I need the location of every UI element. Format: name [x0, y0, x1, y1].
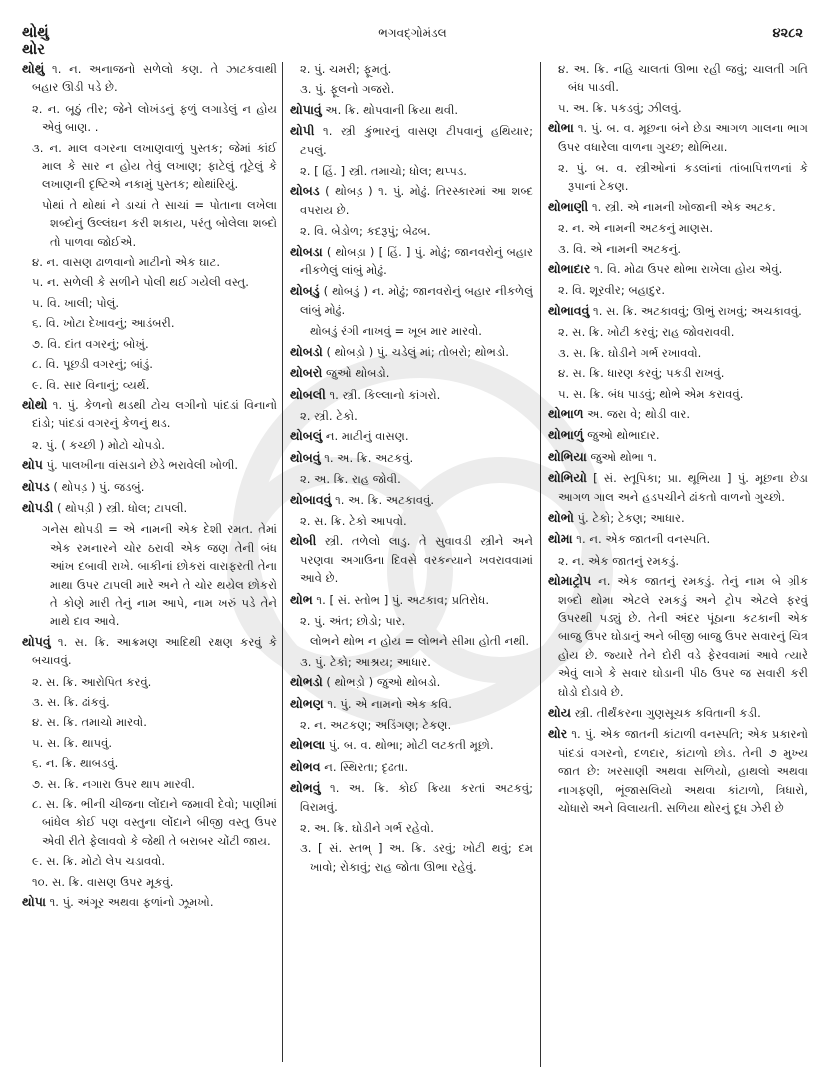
page-header: [0, 0, 825, 60]
definition-text: ૧. સ. ક્રિ. અટકાવવું; ઊભું રાખવું; અચકાવવું.: [593, 303, 802, 318]
definition-text: ૧. પું. એક જાતની કાંટાળી વનસ્પતિ; એક પ્રકારનો પાંદડાં વગરનો, દળદાર, કાંટાળો છોડ. તેની ૭ મુખ્ય જાત છે: ખરસાણી અથવા સળિયો, હાથલો અથવા નાગફણી, ભૂંજાસલિયો અથવા કાંટાળો, ત્રિધારો, ચોધારો અને વિલાયતી. સળિયા થોરનું દૂધ ઝેરી છે: [558, 727, 808, 816]
headword: થોભાળ: [548, 405, 584, 421]
definition-text: પું. બ. વ. થોભા; મોટી લટકતી મૂછો.: [328, 738, 494, 753]
dictionary-entry: [548, 509, 808, 527]
sense-definition: ૫. વિ. ખાલી; પોલું.: [32, 295, 120, 310]
sense-definition: ૫. સ. ક્રિ. બંધ પાડવું; થોભે એમ કરાવવું.: [558, 386, 744, 401]
definition-text: ૧. પું. એ નામનો એક કવિ.: [327, 696, 452, 711]
headword: થોભિયા: [548, 448, 587, 464]
definition-text: ૧. પું. બ. વ. મૂછના બંને છેડા આગળ ગાલના ભાગ ઉપર વધારેલા વાળના ગુચ્છ; થોભિયા.: [558, 121, 808, 154]
guide-word-top: થોથું: [22, 23, 49, 41]
dictionary-entry: [290, 695, 533, 713]
headword: થોબડા: [290, 243, 323, 259]
definition-text: ૧. [ સં. સ્તોભ ] પું. અટકાવ; પ્રતિરોધ.: [316, 592, 490, 607]
sense-definition: ૨. ન. બૂઠું તીર; જેને લોખંડનું ફળું લગાડેલું ન હોય એવું બાણ. .: [32, 101, 277, 135]
headword: થોબવું: [290, 449, 321, 465]
definition-text: ૧. પું. અંગૂર અથવા ફળાંનો ઝૂમખો.: [49, 895, 214, 910]
dictionary-entry: [290, 449, 533, 467]
headword: થોભવ: [290, 758, 321, 774]
definition-text: ( થોપડ઼ ) પું. જડબું.: [53, 479, 145, 494]
dictionary-entry: [290, 736, 533, 754]
dictionary-entry: [548, 119, 808, 156]
sense-definition: ૨. [ હિં. ] સ્ત્રી. તમાચો; ધોલ; થપ્પડ.: [300, 164, 467, 179]
definition-text: ૧. વિ. મોઢા ઉપર થોભા રાખેલા હોય એવું.: [593, 262, 783, 277]
dictionary-entry: [290, 532, 533, 587]
sense-definition: ૩. સ. ક્રિ. ઘોડીને ગર્ભ રખાવવો.: [558, 345, 702, 360]
definition-text: અ. જરા વે; થોડી વાર.: [587, 406, 691, 421]
dictionary-entry: [548, 302, 808, 320]
dictionary-entry: [22, 893, 277, 911]
sense-definition: ૯. વિ. સાર વિનાનું; વ્યર્થ.: [32, 377, 150, 392]
sense-definition: ૪. અ. ક્રિ. નહિ ચાલતાં ઊભા રહી જવું; ચાલતી ગતિ બંધ પાડવી.: [558, 62, 808, 95]
sense-definition: ૨. ન. એક જાતનું રમકડું.: [558, 553, 680, 568]
headword: થોબલું: [290, 428, 323, 444]
dictionary-entry: [548, 469, 808, 506]
dictionary-entry: [22, 633, 277, 670]
sense-definition: ૩. [ સં. સ્તભ્ ] અ. ક્રિ. ડરવું; ખોટી થવું; દમ ખાવો; રોકાવું; રાહ જોતા ઊભા રહેવું.: [300, 841, 533, 874]
dictionary-entry: [290, 491, 533, 509]
definition-text: ૧. ન. અનાજનો સળેલો કણ. તે ઝાટકવાથી બહાર ઊડી પડે છે.: [32, 62, 277, 95]
headword: થોબરો: [290, 365, 323, 381]
sense-definition: ૩. ન. માલ વગરના લખાણવાળું પુસ્તક; જેમાં કાંઈ માલ કે સાર ન હોય તેવું લખાણ; ફાટેલું તૂટેલું કે લખાણની દૃષ્ટિએ નકામું પુસ્તક; થોથાંરિયું.: [32, 140, 277, 192]
dictionary-entry: [290, 386, 533, 404]
headword: થોબલી: [290, 386, 326, 402]
column-divider: [540, 62, 541, 1067]
headword: થોભાણી: [548, 198, 589, 214]
dictionary-entry: [548, 572, 808, 701]
dictionary-entry: [290, 243, 533, 280]
definition-text: ૧. અ. ક્રિ. અટકવું.: [324, 450, 414, 465]
idiom-example: પોથાં તે થોથાં ને ડાચાં તે સાચાં = પોતાના લખેલા શબ્દોનું ઉલ્લંઘન કરી શકાય, પરંતુ બોલેલા શબ્દો તો પાળવા જોઈએ.: [42, 197, 277, 249]
dictionary-entry: [290, 364, 533, 382]
dictionary-entry: [22, 499, 277, 517]
sense-definition: ૯. સ. ક્રિ. મોટો લેપ ચડાવવો.: [32, 854, 166, 869]
dictionary-entry: [548, 260, 808, 278]
definition-text: ( થોબડ઼ ) ૧. પું. મોઢું. તિરસ્કારમાં આ શબ્દ વપરાય છે.: [300, 184, 533, 217]
dictionary-entry: [548, 198, 808, 216]
definition-text: ( થોપડ઼ી ) સ્ત્રી. ધોલ; ટાપલી.: [56, 500, 188, 515]
headword: થોભાળું: [548, 427, 584, 443]
sense-definition: ૬. વિ. ખોટા દેખાવનું; આડંબરી.: [32, 316, 175, 331]
sense-definition: ૨. વિ. શૂરવીર; બહાદુર.: [558, 283, 666, 298]
dictionary-entry: [22, 60, 277, 97]
headword: થોપ: [22, 457, 43, 473]
sense-definition: ૭. સ. ક્રિ. નગારા ઉપર થાપ મારવી.: [32, 776, 195, 791]
definition-text: ન. એક જાતનું રમકડું. તેનું નામ બે ગ્રીક શબ્દો થોમા એટલે રમકડું અને ટ્રોપ એટલે ફરવું ઉપરથી પડ્યું છે. તેની અંદર પૂંઠાના કટકાની એક બાજુ ઉપર ઘોડાનું અને બીજી બાજુ ઉપર સવારનું ચિત્ર હોય છે. જ્યારે તેને દોરી વડે ફેરવવામાં આવે ત્યારે એવું લાગે કે સવાર ઘોડાની પીઠ ઉપર જ સવારી કરી ઘોડો દોડાવે છે.: [558, 574, 808, 699]
sense-definition: ૨. સ. ક્રિ. ખોટી કરવું; રાહ જોવરાવવી.: [558, 325, 735, 340]
definition-text: ૧. અ. ક્રિ. કોઈ ક્રિયા કરતાં અટકવું; વિરામવું.: [300, 781, 533, 814]
headword: થોપાવું: [290, 101, 322, 117]
definition-text: સ્ત્રી. તીર્થંકરના ગુણસૂચક કવિતાની કડી.: [574, 706, 761, 720]
dictionary-entry: [548, 405, 808, 423]
sense-definition: ૨. અ. ક્રિ. ઘોડીને ગર્ભ રહેવો.: [300, 821, 434, 836]
sense-definition: ૨. પું. બ. વ. સ્ત્રીઓનાં કડલાંનાં તાંબાપિત્તળનાં કે રૂપાનાં ટેકણ.: [558, 161, 808, 194]
dictionary-entry: [22, 478, 277, 496]
sense-definition: ૩. પું. ફૂલનો ગજરો.: [300, 82, 395, 97]
page-number: ૪૨૮૨: [772, 26, 803, 41]
sense-definition: ૨. અ. ક્રિ. રાહ જોવી.: [300, 472, 401, 487]
definition-text: ( થોભડ઼ો ) જુઓ થોબડો.: [326, 675, 441, 690]
sense-definition: ૨. ન. એ નામની અટકનું માણસ.: [558, 221, 714, 236]
sense-definition: ૪. સ. ક્રિ. તમાચો મારવો.: [32, 715, 147, 730]
sense-definition: ૫. ન. સળેલી કે સળીને પોલી થઈ ગયેલી વસ્તુ.: [32, 275, 249, 290]
sense-definition: ૨. સ. ક્રિ. આરોપિત કરવું.: [32, 674, 152, 689]
sense-definition: ૩. સ. ક્રિ. ઢાંકવું.: [32, 695, 110, 709]
dictionary-entry: [548, 426, 808, 444]
dictionary-entry: [548, 704, 808, 722]
sense-definition: ૮. વિ. પૂછડી વગરનું; બાંડું.: [32, 357, 153, 372]
dictionary-entry: [290, 282, 533, 319]
definition-text: પું. ટેકો; ટેકણ; આધાર.: [577, 510, 685, 525]
sense-definition: ૨. પું. અંત; છોડો; પાર.: [300, 613, 406, 628]
definition-text: [ સં. સ્તૂપિકા; પ્રા. થૂભિયા ] પું. મૂછના છેડા આગળ ગાલ અને હડપચીને ઢાંકતો વાળનો ગુચ્છો.: [558, 471, 808, 504]
definition-text: ૧. ન. એક જાતની વનસ્પતિ.: [576, 532, 711, 547]
dictionary-entry: [290, 427, 533, 445]
dictionary-entry: [22, 396, 277, 433]
headword: થોપડ: [22, 478, 50, 494]
running-title: ભગવદ્ગોમંડલ: [378, 26, 447, 40]
headword: થોબડું: [290, 283, 320, 299]
definition-text: ( થોબડ઼ો ) પું. ચડેલું માં; તોબરો; થોભડો.: [326, 344, 509, 359]
headword: થોથો: [22, 396, 48, 412]
sense-definition: ૮. સ. ક્રિ. ભીની ચીજના લોંદાને જમાવી દેવો; પાણીમાં બાંધેલ કોઈ પણ વસ્તુના લોંદાને બીજી વસ્તુ ઉપર એવી રીતે ફેલાવવો કે જેથી તે બરાબર ચોંટી જાય.: [32, 797, 277, 848]
definition-text: ૧. અ. ક્રિ. અટકાવવું.: [335, 492, 435, 507]
dictionary-column-2: [290, 60, 533, 1072]
headword: થોપવું: [22, 633, 51, 649]
definition-text: ૧. સ્ત્રી. કિલ્લાનો કાંગરો.: [329, 387, 441, 402]
headword: થોબાવવું: [290, 491, 332, 507]
headword: થોથું: [22, 61, 45, 76]
sense-definition: ૫. સ. ક્રિ. થાપવું.: [32, 735, 113, 750]
headword: થોભો: [548, 509, 574, 525]
dictionary-entry: [22, 456, 277, 474]
definition-text: ૧. સ્ત્રી કુંભારનું વાસણ ટીપવાનું હથિયાર; ટપલું.: [300, 124, 533, 157]
guide-word-bottom: થોર: [22, 40, 46, 58]
dictionary-entry: [290, 343, 533, 361]
sense-definition: ૭. વિ. દાંત વગરનું; બોખું.: [32, 336, 149, 351]
sense-definition: ૨. પું. ( કચ્છી ) મોટો ચોપડો.: [32, 437, 165, 452]
headword: થોબી: [290, 533, 317, 549]
sense-definition: ૧૦. સ. ક્રિ. વાસણ ઉપર મૂકવું.: [32, 874, 174, 889]
definition-text: જુઓ થોભાદાર.: [587, 428, 660, 443]
definition-text: પું. પાલખીના વાંસડાને છેડે ભરાવેલી ખોળી.: [46, 458, 239, 473]
headword: થોબડો: [290, 343, 323, 359]
headword: થોભાદાર: [548, 261, 591, 277]
dictionary-column-3: [548, 60, 808, 1072]
definition-text: ન. સ્થિરતા; દૃઢતા.: [324, 759, 409, 774]
idiom-example: લોભને થોભ ન હોય = લોભને સીમા હોતી નથી.: [310, 634, 530, 649]
definition-text: સ્ત્રી. તળેલો લાડુ. તે સુવાવડી સ્ત્રીને અને પરણવા અગાઉના દિવસે વરકન્યાને ખવરાવવામાં આવે છે.: [300, 534, 533, 586]
sense-definition: ૪. સ. ક્રિ. ધારણ કરવું; પકડી રાખવું.: [558, 366, 725, 381]
dictionary-entry: [290, 122, 533, 159]
definition-text: અ. ક્રિ. થોપવાની ક્રિયા થવી.: [325, 102, 459, 117]
definition-text: ૧. પું. કેળનો થડથી ટોચ લગીનો પાંદડાં વિનાનો દાંડો; પાંદડાં વગરનું કેળનું થડ.: [32, 397, 277, 431]
column-divider: [282, 62, 283, 1062]
sense-definition: ૨. ન. અટકણ; અડિંગણ; ટેકણ.: [300, 718, 452, 732]
headword: થોભણ: [290, 695, 324, 711]
definition-text: જુઓ થોબડો.: [326, 366, 390, 381]
definition-text: જુઓ થોભા ૧.: [590, 449, 657, 464]
idiom-example: થોબડું રંગી નાખવું = ખૂબ માર મારવો.: [310, 324, 482, 339]
sense-definition: ૩. પું. ટેકો; આશ્રય; આધાર.: [300, 654, 431, 669]
headword: થોપા: [22, 894, 46, 910]
dictionary-entry: [290, 182, 533, 219]
dictionary-entry: [290, 779, 533, 816]
dictionary-entry: [290, 101, 533, 119]
definition-text: ૧. સ્ત્રી. એ નામની ખોજાની એક અટક.: [591, 199, 776, 214]
headword: થોભા: [548, 120, 574, 136]
definition-text: ( થોબડ઼ું ) ન. મોઢું; જાનવરોનું બહાર નીકળેલું લાંબું મોઢું.: [300, 284, 533, 317]
headword: થોર: [548, 726, 568, 742]
dictionary-entry: [290, 591, 533, 609]
dictionary-entry: [548, 725, 808, 817]
sense-definition: ૨. પું. ચમરી; ફૂમતું.: [300, 62, 392, 76]
headword: થોમા: [548, 531, 573, 547]
headword: થોભ: [290, 591, 313, 607]
headword: થોભલા: [290, 737, 326, 753]
idiom-example: ગનેસ થોપડી = એ નામની એક દેશી રમત. તેમાં એક રમનારને ચોર ઠરાવી એક જણ તેની બંધ આંખ દબાવી રાખે. બાકીનાં છોકરાં વારાફરતી તેના માથા ઉપર ટાપલી મારે અને તે ચોર થયેલ છોકરો તે કોણે મારી તેનું નામ આપે, નામ ખરું પડે તેને માથે દાવ આવે.: [42, 522, 277, 629]
headword: થોમાટ્રોપ: [548, 573, 592, 589]
sense-definition: ૨. વિ. બેડોળ; કદરૂપું; બેઢબ.: [300, 224, 431, 239]
headword: થોભિયો: [548, 470, 587, 486]
headword: થોભવું: [290, 780, 321, 796]
sense-definition: ૨. સ્ત્રી. ટેકો.: [300, 408, 358, 423]
sense-definition: ૨. સ. ક્રિ. ટેકો આપવો.: [300, 513, 407, 528]
headword: થોય: [548, 705, 571, 720]
definition-text: ૧. સ. ક્રિ. આક્રમણ આદિથી રક્ષણ કરવું કે બચાવવું.: [32, 634, 277, 668]
dictionary-entry: [290, 673, 533, 691]
headword: થોપી: [290, 123, 315, 139]
sense-definition: ૩. વિ. એ નામની અટકનું.: [558, 241, 682, 256]
sense-definition: ૫. અ. ક્રિ. પકડવું; ઝીલવું.: [558, 100, 682, 115]
definition-text: ( થોબડ઼ા ) [ હિં. ] પું. મોઢું; જાનવરોનું બહાર નીકળેલું લાંબું મોઢું.: [300, 244, 533, 278]
headword: થોપડી: [22, 499, 54, 515]
definition-text: ન. માટીનું વાસણ.: [325, 429, 409, 444]
sense-definition: ૪. ન. વાસણ ઢાળવાનો માટીનો એક ઘાટ.: [32, 255, 221, 270]
dictionary-entry: [548, 530, 808, 548]
dictionary-entry: [290, 758, 533, 776]
sense-definition: ૬. ન. ક્રિ. થાબડવું.: [32, 756, 119, 771]
dictionary-entry: [548, 448, 808, 466]
headword: થોભડો: [290, 674, 323, 690]
headword: થોભાવવું: [548, 302, 590, 318]
dictionary-column-1: [22, 60, 277, 1072]
headword: થોબડ: [290, 183, 320, 199]
